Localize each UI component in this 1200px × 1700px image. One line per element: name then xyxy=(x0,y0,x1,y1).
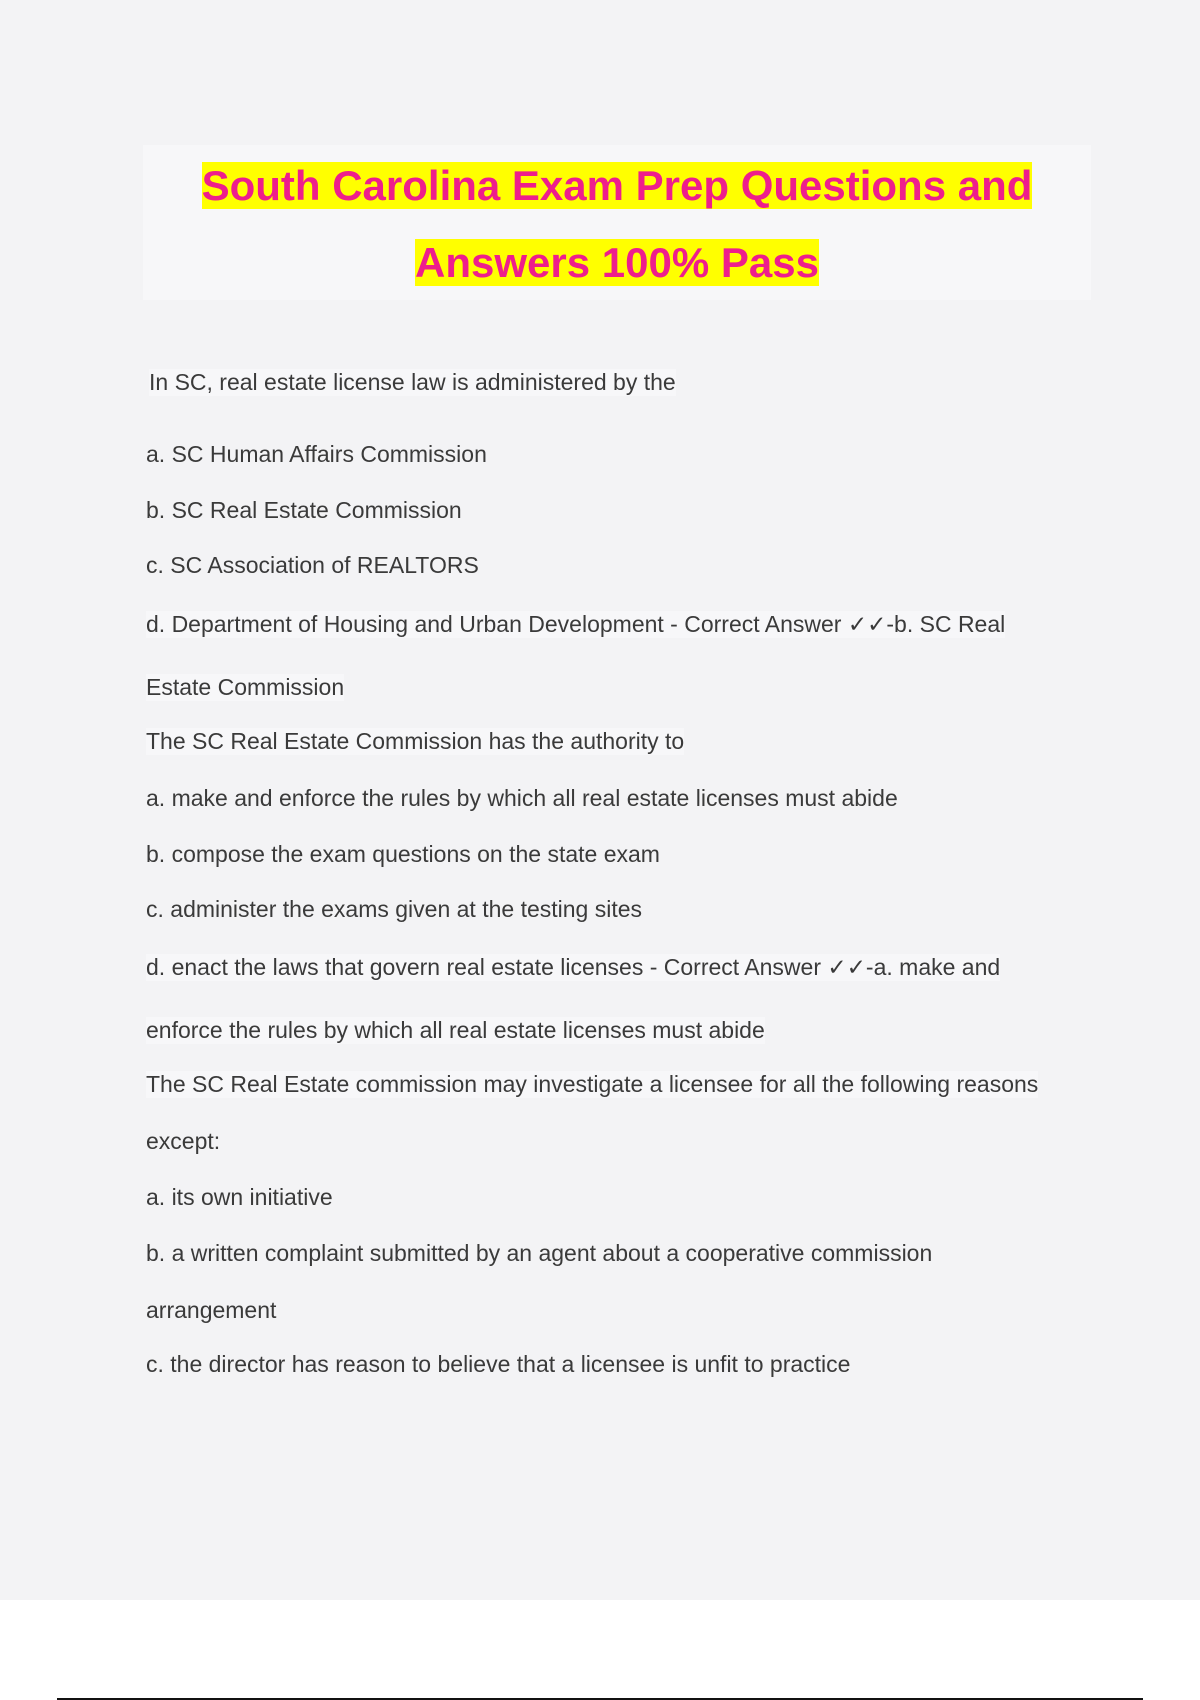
question-3-option-b: b. a written complaint submitted by an agent about a cooperative commission xyxy=(146,1240,933,1266)
question-2-option-a: a. make and enforce the rules by which all real estate licenses must abide xyxy=(146,785,898,811)
question-1-text: In SC, real estate license law is administered by the xyxy=(149,369,676,395)
question-2-option-d-answer: d. enact the laws that govern real estate licenses - Correct Answer ✓✓-a. make and xyxy=(146,954,1001,980)
title-line-2: Answers 100% Pass xyxy=(415,239,819,286)
question-1-option-d-answer: d. Department of Housing and Urban Development - Correct Answer ✓✓-b. SC Real xyxy=(146,611,1006,637)
question-3-option-a: a. its own initiative xyxy=(146,1184,333,1210)
question-3-option-b-continued: arrangement xyxy=(146,1297,277,1323)
question-1-option-c: c. SC Association of REALTORS xyxy=(146,552,479,578)
question-2-option-b: b. compose the exam questions on the state exam xyxy=(146,841,660,867)
question-3-text: The SC Real Estate commission may investigate a licensee for all the following reasons xyxy=(146,1071,1039,1097)
question-1-option-a: a. SC Human Affairs Commission xyxy=(146,441,487,467)
question-1-answer-continued: Estate Commission xyxy=(146,674,345,700)
title-block xyxy=(143,145,1091,300)
question-3-option-c: c. the director has reason to believe that a licensee is unfit to practice xyxy=(146,1351,851,1377)
question-2-text: The SC Real Estate Commission has the authority to xyxy=(146,728,685,754)
question-1-option-b: b. SC Real Estate Commission xyxy=(146,497,462,523)
title-line-1: South Carolina Exam Prep Questions and xyxy=(201,162,1033,209)
question-2-answer-continued: enforce the rules by which all real estate licenses must abide xyxy=(146,1017,765,1043)
question-2-option-c: c. administer the exams given at the testing sites xyxy=(146,896,643,922)
question-3-text-continued: except: xyxy=(146,1128,221,1154)
document-title xyxy=(143,147,1091,301)
